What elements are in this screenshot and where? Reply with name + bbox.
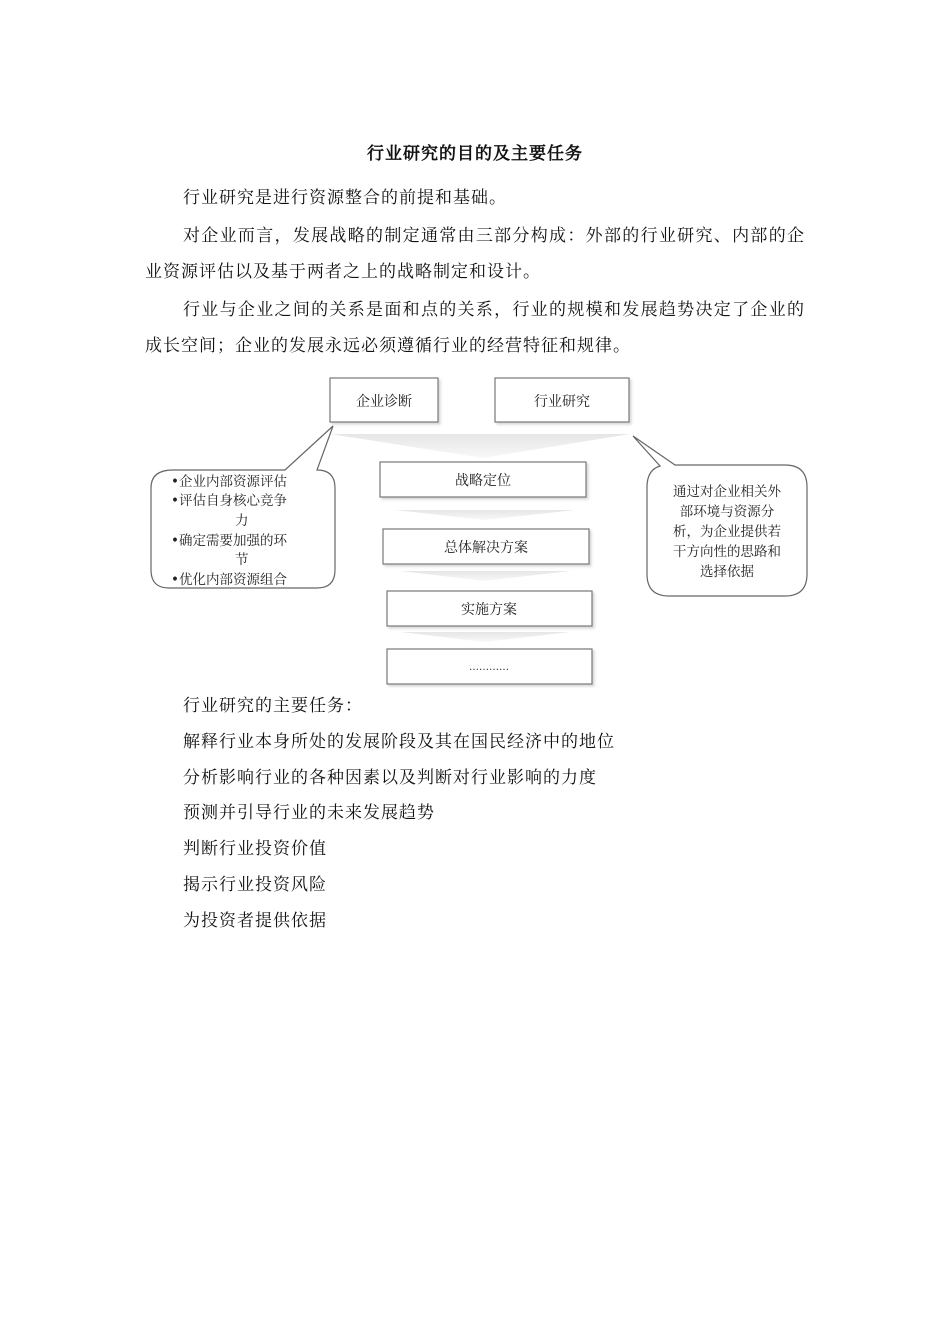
task-item: 预测并引导行业的未来发展趋势 bbox=[183, 803, 435, 823]
right-callout-line: 干方向性的思路和 bbox=[673, 544, 781, 560]
task-item: 揭示行业投资风险 bbox=[183, 875, 327, 895]
right-callout-line: 通过对企业相关外 bbox=[673, 484, 781, 500]
diagnosis-label: 企业诊断 bbox=[356, 394, 412, 410]
paragraph-2: 对企业而言，发展战略的制定通常由三部分构成：外部的行业研究、内部的企业资源评估以及基于两者之上的战略制定和设计。 bbox=[145, 226, 805, 282]
tasks-heading: 行业研究的主要任务： bbox=[183, 696, 363, 716]
flow-step-implementation bbox=[387, 591, 592, 626]
flow-step-label: 总体解决方案 bbox=[444, 540, 528, 556]
right-callout bbox=[633, 436, 807, 596]
chevron-shape bbox=[330, 434, 630, 458]
flow-step-ellipsis bbox=[387, 649, 592, 684]
flow-step-label: 实施方案 bbox=[461, 602, 517, 618]
left-callout-line: •企业内部资源评估 bbox=[171, 474, 287, 490]
right-callout-line: 部环境与资源分 bbox=[679, 504, 775, 520]
right-callout-line: 析，为企业提供若 bbox=[673, 524, 781, 540]
left-callout-line: •评估自身核心竞争 bbox=[171, 493, 287, 509]
flow-step-overall-solution bbox=[383, 529, 589, 564]
page-title: 行业研究的目的及主要任务 bbox=[367, 144, 583, 164]
task-item: 判断行业投资价值 bbox=[183, 839, 327, 859]
left-callout-line: 节 bbox=[235, 552, 249, 568]
chevron-shape bbox=[400, 571, 570, 581]
right-callout-line: 选择依据 bbox=[700, 564, 754, 580]
diagnosis-box bbox=[330, 378, 438, 422]
paragraph-3: 行业与企业之间的关系是面和点的关系，行业的规模和发展趋势决定了企业的成长空间；企业的发展永远必须遵循行业的经营特征和规律。 bbox=[145, 300, 805, 356]
left-callout-line: •优化内部资源组合 bbox=[171, 572, 287, 588]
flow-step-label: ………… bbox=[469, 662, 509, 673]
flow-step-positioning bbox=[380, 462, 586, 497]
task-item: 为投资者提供依据 bbox=[183, 911, 327, 931]
chevron-shape bbox=[400, 632, 570, 642]
chevron-shape bbox=[395, 510, 575, 520]
task-item: 解释行业本身所处的发展阶段及其在国民经济中的地位 bbox=[183, 732, 615, 752]
strategy-diagram bbox=[145, 370, 810, 688]
industry-research-box bbox=[495, 378, 629, 422]
task-item: 分析影响行业的各种因素以及判断对行业影响的力度 bbox=[183, 768, 597, 788]
industry-research-label: 行业研究 bbox=[534, 394, 590, 410]
left-callout-line: 力 bbox=[235, 513, 249, 529]
left-callout-line: •确定需要加强的环 bbox=[171, 533, 287, 549]
left-callout bbox=[151, 426, 335, 588]
paragraph-1: 行业研究是进行资源整合的前提和基础。 bbox=[183, 188, 507, 208]
flow-step-label: 战略定位 bbox=[455, 473, 511, 489]
